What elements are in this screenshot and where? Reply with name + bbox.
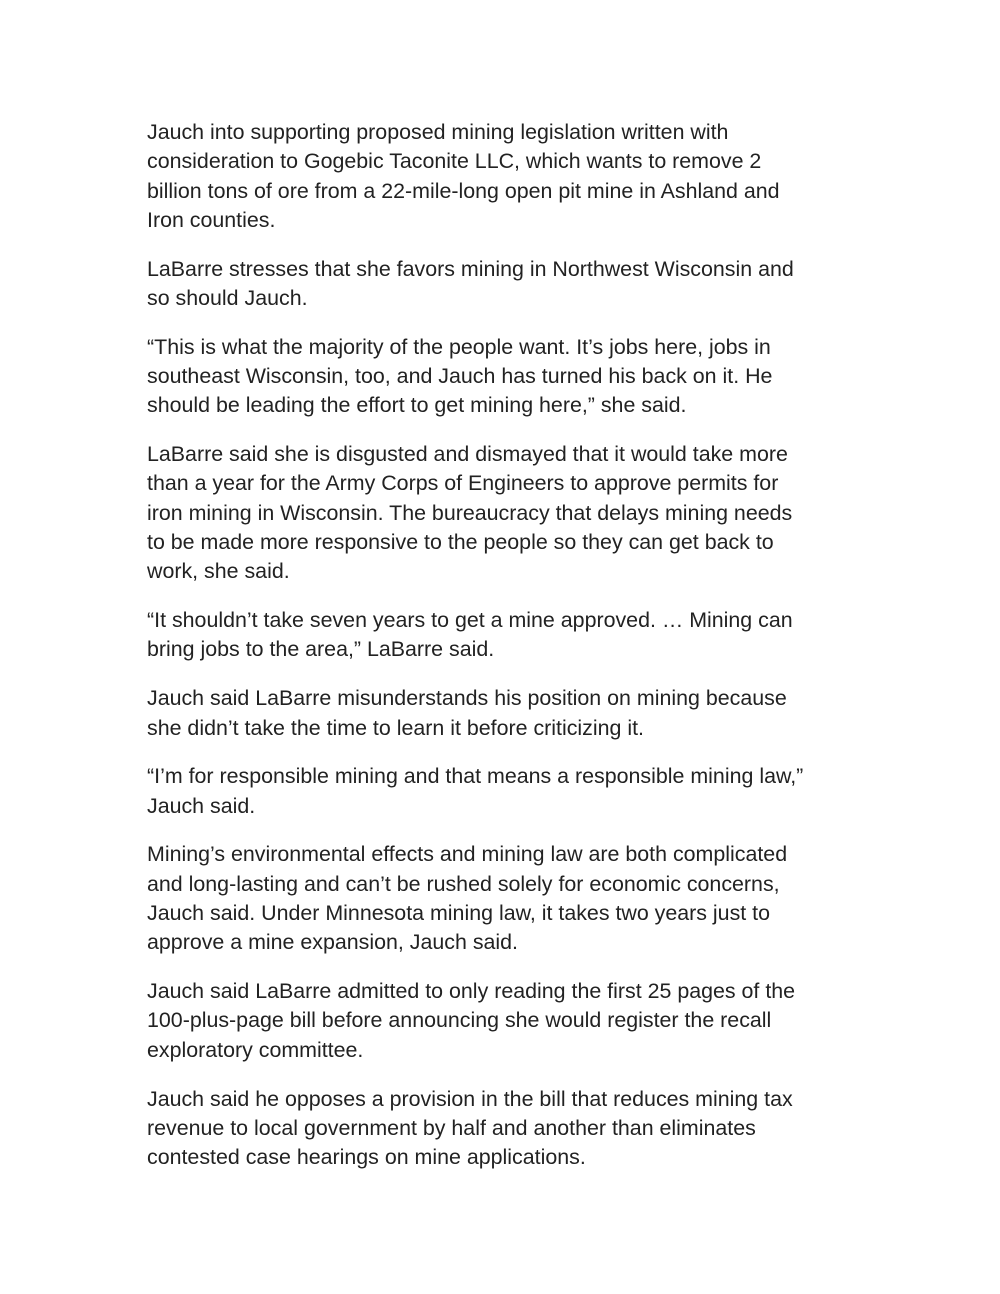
paragraph [147, 977, 867, 1065]
text-line: LaBarre said she is disgusted and dismayed that it would take more [147, 442, 788, 467]
text-line: bring jobs to the area,” LaBarre said. [147, 637, 495, 662]
paragraph [147, 440, 867, 586]
text-line: Mining’s environmental effects and mining law are both complicated [147, 842, 788, 867]
text-line: exploratory committee. [147, 1037, 364, 1062]
text-line: and long-lasting and can’t be rushed solely for economic concerns, [147, 871, 780, 896]
paragraph [147, 762, 867, 821]
text-line: billion tons of ore from a 22-mile-long open pit mine in Ashland and [147, 178, 780, 203]
paragraph [147, 840, 867, 957]
text-line: work, she said. [147, 559, 290, 584]
paragraph [147, 1085, 867, 1173]
paragraph [147, 118, 867, 235]
text-line: contested case hearings on mine applications. [147, 1145, 586, 1170]
article-body [147, 118, 867, 1192]
text-line: Jauch said LaBarre admitted to only reading the first 25 pages of the [147, 979, 796, 1004]
text-line: to be made more responsive to the people so they can get back to [147, 530, 774, 555]
text-line: Jauch said. Under Minnesota mining law, it takes two years just to [147, 901, 771, 926]
paragraph [147, 333, 867, 421]
text-line: than a year for the Army Corps of Engineers to approve permits for [147, 471, 779, 496]
text-line: 100-plus-page bill before announcing she would register the recall [147, 1008, 772, 1033]
text-line: so should Jauch. [147, 285, 308, 310]
text-line: “I’m for responsible mining and that means a responsible mining law,” [147, 764, 804, 789]
text-line: approve a mine expansion, Jauch said. [147, 930, 519, 955]
text-line: Jauch said LaBarre misunderstands his position on mining because [147, 686, 787, 711]
paragraph [147, 606, 867, 665]
text-line: should be leading the effort to get mining here,” she said. [147, 393, 687, 418]
text-line: Iron counties. [147, 207, 276, 232]
text-line: LaBarre stresses that she favors mining in Northwest Wisconsin and [147, 256, 794, 281]
text-line: Jauch into supporting proposed mining legislation written with [147, 120, 729, 144]
paragraph [147, 684, 867, 743]
text-line: she didn’t take the time to learn it before criticizing it. [147, 715, 644, 740]
text-line: “This is what the majority of the people want. It’s jobs here, jobs in [147, 334, 771, 359]
text-line: consideration to Gogebic Taconite LLC, which wants to remove 2 [147, 149, 762, 174]
text-line: “It shouldn’t take seven years to get a mine approved. … Mining can [147, 608, 793, 633]
text-line: Jauch said he opposes a provision in the bill that reduces mining tax [147, 1086, 793, 1111]
text-line: southeast Wisconsin, too, and Jauch has turned his back on it. He [147, 364, 773, 389]
text-line: revenue to local government by half and another than eliminates [147, 1115, 756, 1140]
paragraph [147, 255, 867, 314]
text-line: iron mining in Wisconsin. The bureaucracy that delays mining needs [147, 500, 793, 525]
text-line: Jauch said. [147, 793, 256, 818]
